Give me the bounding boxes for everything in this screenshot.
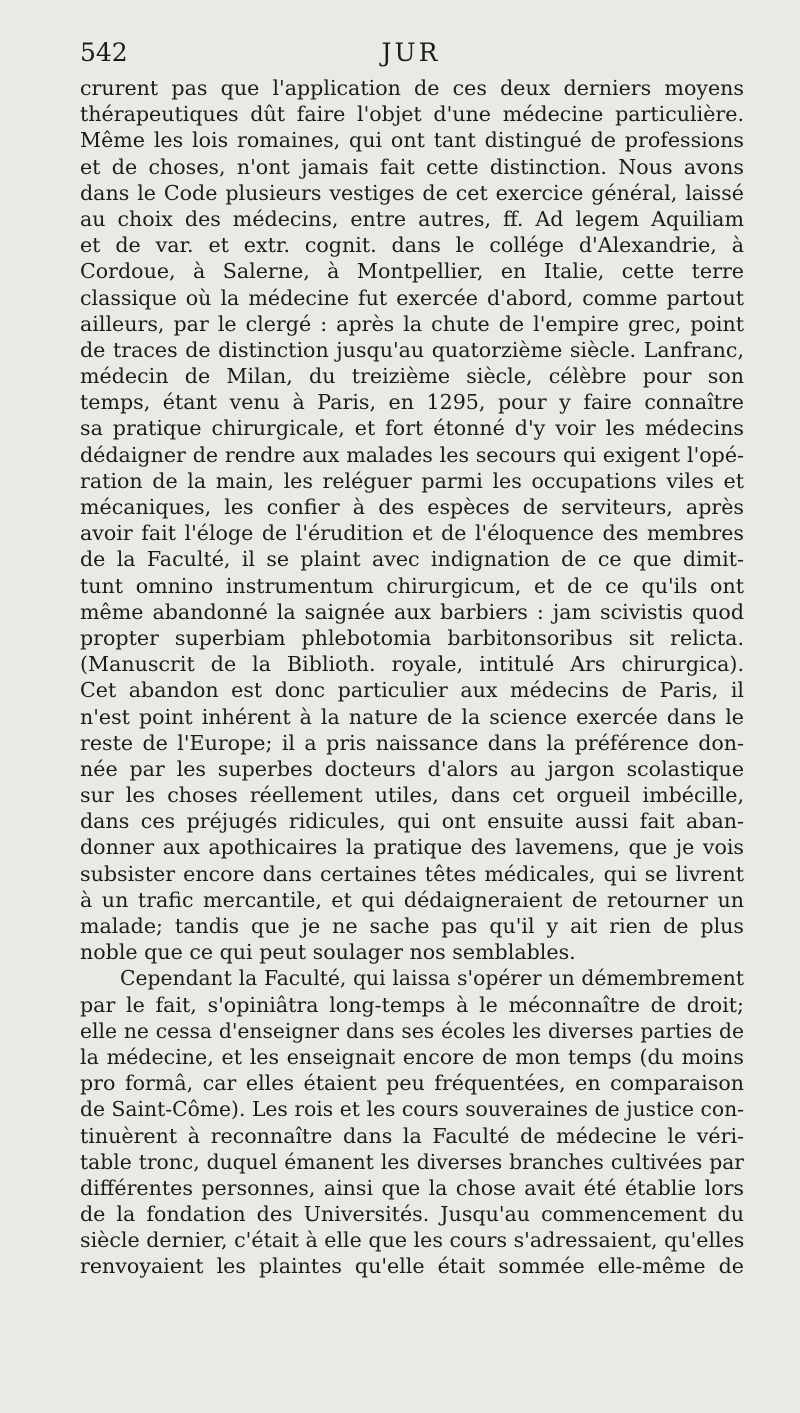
text-line: Même les lois romaines, qui ont tant distingué de professions [80, 128, 744, 153]
text-line: médecin de Milan, du treizième siècle, célèbre pour son [80, 364, 744, 389]
text-line: dédaigner de rendre aux malades les secours qui exigent l'opé- [80, 442, 744, 467]
text-line: classique où la médecine fut exercée d'abord, comme partout [80, 285, 744, 310]
text-line: de la fondation des Universités. Jusqu'au commencement du [80, 1202, 744, 1227]
text-line: Cordoue, à Salerne, à Montpellier, en Italie, cette terre [80, 259, 744, 284]
text-line: propter superbiam phlebotomia barbitonsoribus sit relicta. [80, 625, 744, 650]
text-line: de Saint-Côme). Les rois et les cours souveraines de justice con- [80, 1097, 744, 1122]
text-line: de traces de distinction jusqu'au quatorzième siècle. Lanfranc, [80, 337, 744, 362]
text-line: thérapeutiques dût faire l'objet d'une médecine particulière. [80, 102, 744, 127]
text-line: à un trafic mercantile, et qui dédaigneraient de retourner un [80, 887, 744, 912]
text-line: renvoyaient les plaintes qu'elle était sommée elle-même de [80, 1254, 744, 1279]
text-line: même abandonné la saignée aux barbiers : jam scivistis quod [80, 599, 744, 624]
text-line: de la Faculté, il se plaint avec indignation de ce que dimit- [80, 547, 744, 572]
text-line: et de var. et extr. cognit. dans le collége d'Alexandrie, à [80, 233, 744, 258]
text-line: (Manuscrit de la Biblioth. royale, intitulé Ars chirurgica). [80, 652, 744, 677]
text-line: subsister encore dans certaines têtes médicales, qui se livrent [80, 861, 744, 886]
text-line: Cependant la Faculté, qui laissa s'opérer un démembrement [120, 966, 744, 991]
text-line: n'est point inhérent à la nature de la science exercée dans le [80, 704, 744, 729]
text-line: tunt omnino instrumentum chirurgicum, et de ce qu'ils ont [80, 573, 744, 598]
text-line: par le fait, s'opiniâtra long-temps à le méconnaître de droit; [80, 992, 744, 1017]
page-header [80, 38, 742, 70]
text-line: crurent pas que l'application de ces deux derniers moyens [80, 76, 744, 100]
body-text [80, 75, 744, 1280]
text-line: dans le Code plusieurs vestiges de cet exercice général, laissé [80, 180, 744, 205]
text-line: sa pratique chirurgicale, et fort étonné d'y voir les médecins [80, 416, 744, 441]
text-line: mécaniques, les confier à des espèces de serviteurs, après [80, 495, 744, 519]
text-line: reste de l'Europe; il a pris naissance dans la préférence don- [80, 730, 744, 755]
text-line: ration de la main, les reléguer parmi les occupations viles et [80, 468, 744, 493]
text-line: la médecine, et les enseignait encore de mon temps (du moins [80, 1044, 744, 1069]
text-line: ailleurs, par le clergé : après la chute de l'empire grec, point [80, 311, 744, 336]
text-line: siècle dernier, c'était à elle que les cours s'adressaient, qu'elles [80, 1228, 744, 1253]
text-line: table tronc, duquel émanent les diverses branches cultivées par [80, 1149, 744, 1174]
text-line: et de choses, n'ont jamais fait cette distinction. Nous avons [80, 154, 744, 179]
text-line: tinuèrent à reconnaître dans la Faculté de médecine le véri- [80, 1123, 744, 1148]
text-line: pro formâ, car elles étaient peu fréquentées, en comparaison [80, 1071, 744, 1096]
text-line: malade; tandis que je ne sache pas qu'il y ait rien de plus [80, 914, 744, 938]
text-line: dans ces préjugés ridicules, qui ont ensuite aussi fait aban- [80, 809, 744, 834]
text-line: différentes personnes, ainsi que la chose avait été établie lors [80, 1175, 744, 1200]
text-line: avoir fait l'éloge de l'érudition et de l'éloquence des membres [80, 521, 744, 546]
text-line: Cet abandon est donc particulier aux médecins de Paris, il [80, 678, 744, 703]
running-head: JUR [381, 38, 441, 67]
text-line: noble que ce qui peut soulager nos semblables. [80, 940, 576, 965]
text-line: au choix des médecins, entre autres, ff. Ad legem Aquiliam [80, 206, 744, 231]
text-line: sur les choses réellement utiles, dans cet orgueil imbécille, [80, 783, 744, 808]
text-line: temps, étant venu à Paris, en 1295, pour y faire connaître [80, 390, 744, 415]
text-line: donner aux apothicaires la pratique des lavemens, que je vois [80, 835, 744, 860]
page-number: 542 [80, 38, 128, 67]
text-line: elle ne cessa d'enseigner dans ses écoles les diverses parties de [80, 1018, 744, 1043]
text-line: née par les superbes docteurs d'alors au jargon scolastique [80, 756, 744, 781]
